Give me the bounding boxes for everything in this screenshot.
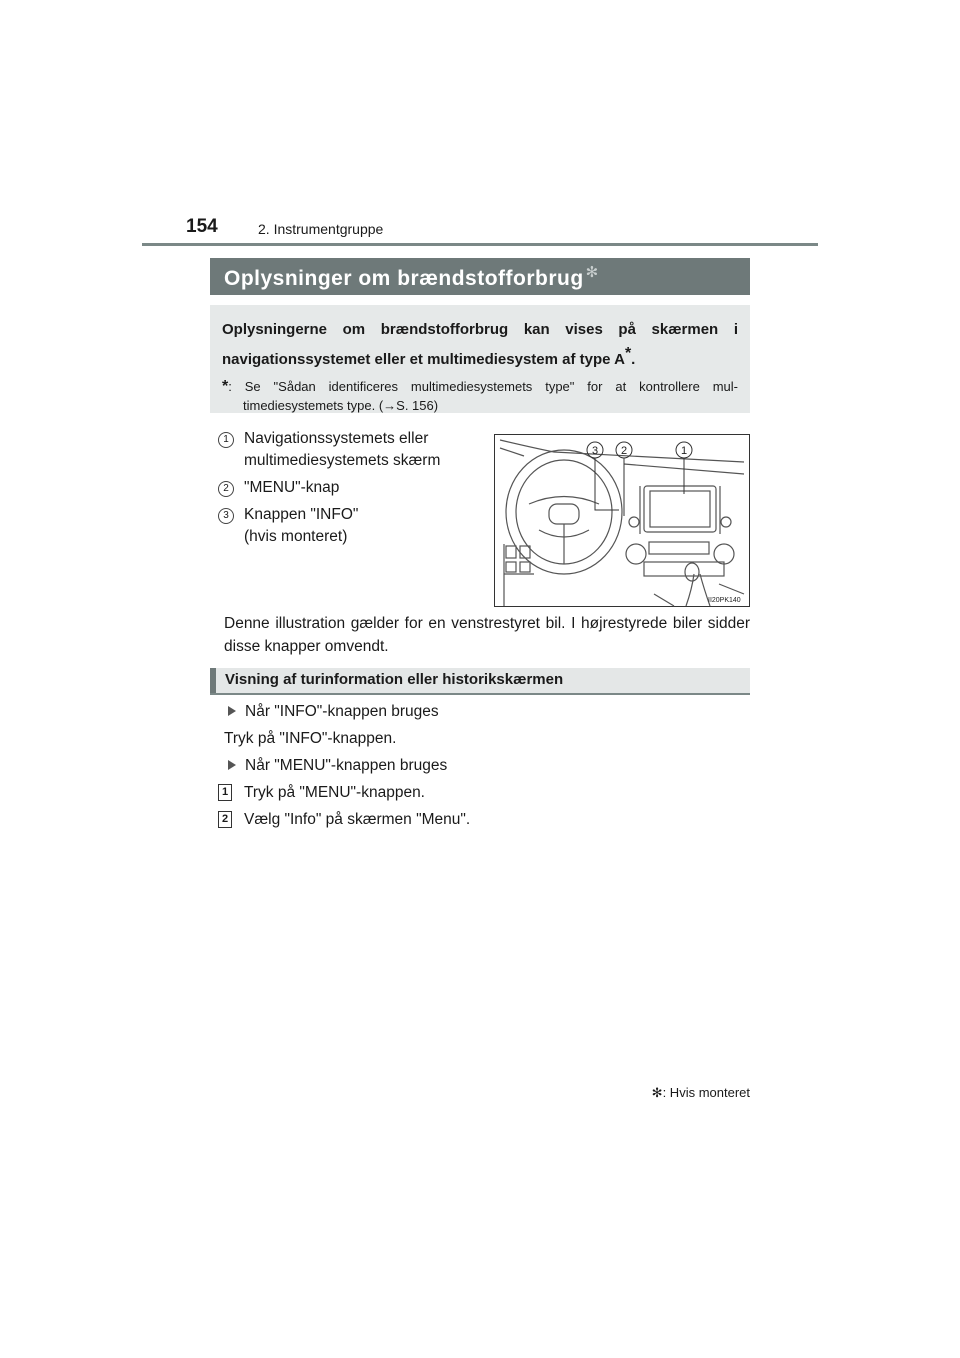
callout-item (218, 428, 478, 472)
illustration-label: 2 (620, 445, 628, 457)
callout-number: 2 (218, 481, 234, 497)
callout-list (218, 428, 478, 553)
triangle-bullet-icon (228, 706, 236, 716)
footnote (652, 1085, 750, 1101)
dashboard-illustration (494, 434, 750, 607)
page-number: 154 (186, 216, 218, 237)
callout-line: (hvis monteret) (244, 528, 348, 545)
step-number: 1 (218, 784, 232, 801)
illustration-label: 3 (591, 445, 599, 457)
callout-text (244, 477, 339, 499)
illustration-code: II20PK140 (708, 597, 741, 604)
section-title (210, 258, 750, 295)
triangle-bullet-icon (228, 760, 236, 770)
body-paragraph: Denne illustration gælder for en venstrestyret bil. I højrestyrede biler sidder disse knapper omvendt. (224, 615, 750, 655)
step-item (218, 806, 750, 833)
callout-text (244, 504, 358, 548)
asterisk-mark: * (624, 345, 632, 362)
note-asterisk: * (222, 378, 229, 395)
callout-line: multimediesystemets skærm (244, 452, 441, 469)
info-main-sentence: Oplysningerne om brændstofforbrug kan vises på skærmen i navigationssystemet eller et multimediesystem af type A (222, 321, 738, 368)
step-text: Tryk på "MENU"-knappen. (244, 784, 425, 801)
fitted-mark-icon: ✻ (585, 264, 599, 281)
info-main-end: . (631, 351, 636, 368)
footnote-text: : Hvis monteret (662, 1085, 750, 1100)
callout-line: Navigationssystemets eller (244, 430, 429, 447)
info-main-text (222, 318, 738, 372)
steps (221, 698, 750, 833)
chapter-title: 2. Instrumentgruppe (258, 221, 384, 237)
step-item (218, 779, 750, 806)
info-heading-row (224, 698, 750, 725)
callout-number: 3 (218, 508, 234, 524)
subsection-title: Visning af turinformation eller historikskærmen (210, 668, 750, 694)
callout-item (218, 477, 478, 499)
footnote-mark: ✻ (651, 1085, 663, 1100)
info-note-text: : Se "Sådan identificeres multimediesystemets type" for at kontrollere mul-timediesystemets type. (→S. 156) (228, 379, 738, 413)
step-number: 2 (218, 811, 232, 828)
info-note (222, 377, 738, 415)
menu-heading: Når "MENU"-knappen bruges (245, 757, 448, 774)
info-box (210, 305, 750, 413)
menu-heading-row (224, 752, 750, 779)
callout-number: 1 (218, 432, 234, 448)
subsection-rule (210, 693, 750, 695)
info-heading: Når "INFO"-knappen bruges (245, 703, 439, 720)
callout-item (218, 504, 478, 548)
section-title-text: Oplysninger om brændstofforbrug (224, 267, 584, 290)
callout-line: "MENU"-knap (244, 479, 340, 496)
callout-line: Knappen "INFO" (244, 506, 359, 523)
info-text: Tryk på "INFO"-knappen. (224, 730, 397, 747)
illustration-label: 1 (680, 445, 688, 457)
callout-text (244, 428, 440, 472)
step-text: Vælg "Info" på skærmen "Menu". (244, 811, 471, 828)
header-rule (142, 243, 818, 246)
